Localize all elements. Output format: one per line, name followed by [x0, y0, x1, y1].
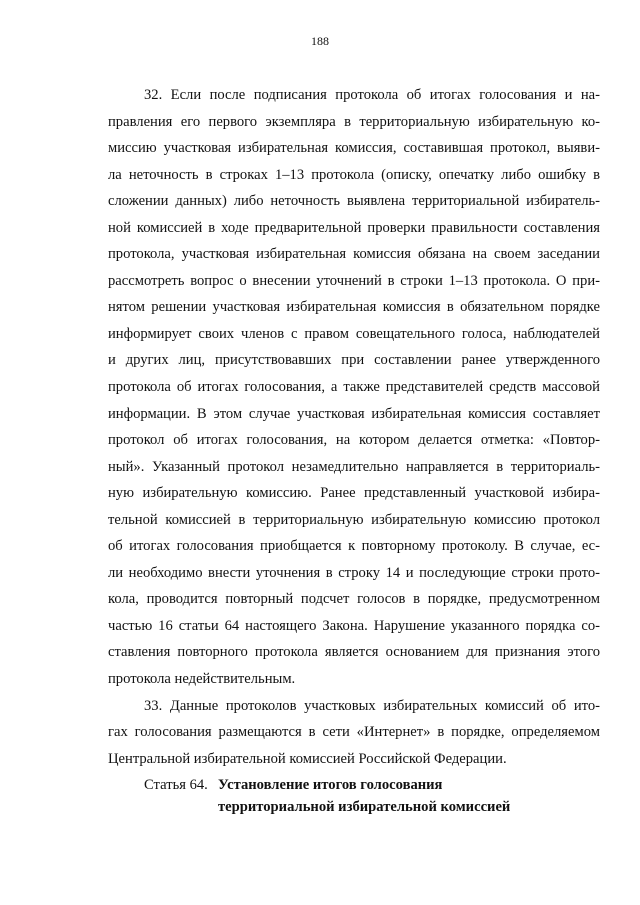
paragraph-line: сложении данных) либо неточность выявлена территориальной избиратель- — [108, 193, 600, 210]
paragraph-line: об итогах голосования приобщается к повторному протоколу. В случае, ес- — [108, 538, 600, 555]
paragraph-line: гах голосования размещаются в сети «Интернет» в порядке, определяемом — [108, 724, 600, 741]
article-title: Установление итогов голосования — [218, 777, 443, 793]
paragraph-line: кола, проводится повторный подсчет голосов в порядке, предусмотренном — [108, 591, 600, 608]
paragraph-line: протокола об итогах голосования, а также представителей средств массовой — [108, 379, 600, 396]
paragraph-line: частью 16 статьи 64 настоящего Закона. Нарушение указанного порядка со- — [108, 617, 600, 634]
paragraph-line: рассмотреть вопрос о внесении уточнений в строки 1–13 протокола. О при- — [108, 272, 600, 289]
paragraph-line: протокола недействительным. — [108, 671, 296, 688]
paragraph-line: протокола, участковая избирательная комиссия обязана на своем заседании — [108, 246, 600, 263]
article-title-continuation: территориальной избирательной комиссией — [218, 799, 511, 815]
paragraph-line: ный». Указанный протокол незамедлительно направляется в территориаль- — [108, 458, 600, 475]
paragraph-line: ную избирательную комиссию. Ранее представленный участковой избира- — [108, 485, 600, 502]
paragraph-line: информирует своих членов с правом совещательного голоса, наблюдателей — [108, 325, 600, 342]
paragraph-line: тельной комиссией в территориальную избирательную комиссию протокол — [108, 511, 600, 528]
paragraph-line: 33. Данные протоколов участковых избирательных комиссий об ито- — [144, 697, 600, 714]
paragraph-32 — [108, 82, 600, 693]
paragraph-line: 32. Если после подписания протокола об итогах голосования и на- — [144, 87, 600, 103]
article-label: Статья 64. — [144, 777, 208, 793]
paragraph-line: правления его первого экземпляра в территориальную избирательную ко- — [108, 113, 600, 130]
paragraph-33 — [108, 693, 600, 773]
paragraph-line: и других лиц, присутствовавших при составлении ранее утвержденного — [108, 352, 600, 369]
paragraph-line: ной комиссией в ходе предварительной проверки правильности составления — [108, 219, 600, 236]
page-number: 188 — [311, 34, 329, 48]
paragraph-line: ла неточность в строках 1–13 протокола (описку, опечатку либо ошибку в — [108, 166, 600, 183]
paragraph-line: ставления повторного протокола является основанием для признания этого — [108, 644, 600, 661]
paragraph-line: Центральной избирательной комиссией Российской Федерации. — [108, 750, 507, 767]
paragraph-line: протокол об итогах голосования, на котором делается отметка: «Повтор- — [108, 432, 600, 449]
paragraph-line: нятом решении участковая избирательная комиссия в обязательном порядке — [108, 299, 600, 316]
paragraph-line: информации. В этом случае участковая избирательная комиссия составляет — [108, 405, 600, 422]
article-heading — [144, 774, 510, 818]
paragraph-line: ли необходимо внести уточнения в строку 14 и последующие строки прото- — [108, 564, 600, 581]
article-heading-row — [144, 774, 510, 796]
paragraph-line: миссию участковая избирательная комиссия, составившая протокол, выяви- — [108, 140, 600, 157]
body-text — [108, 82, 600, 772]
